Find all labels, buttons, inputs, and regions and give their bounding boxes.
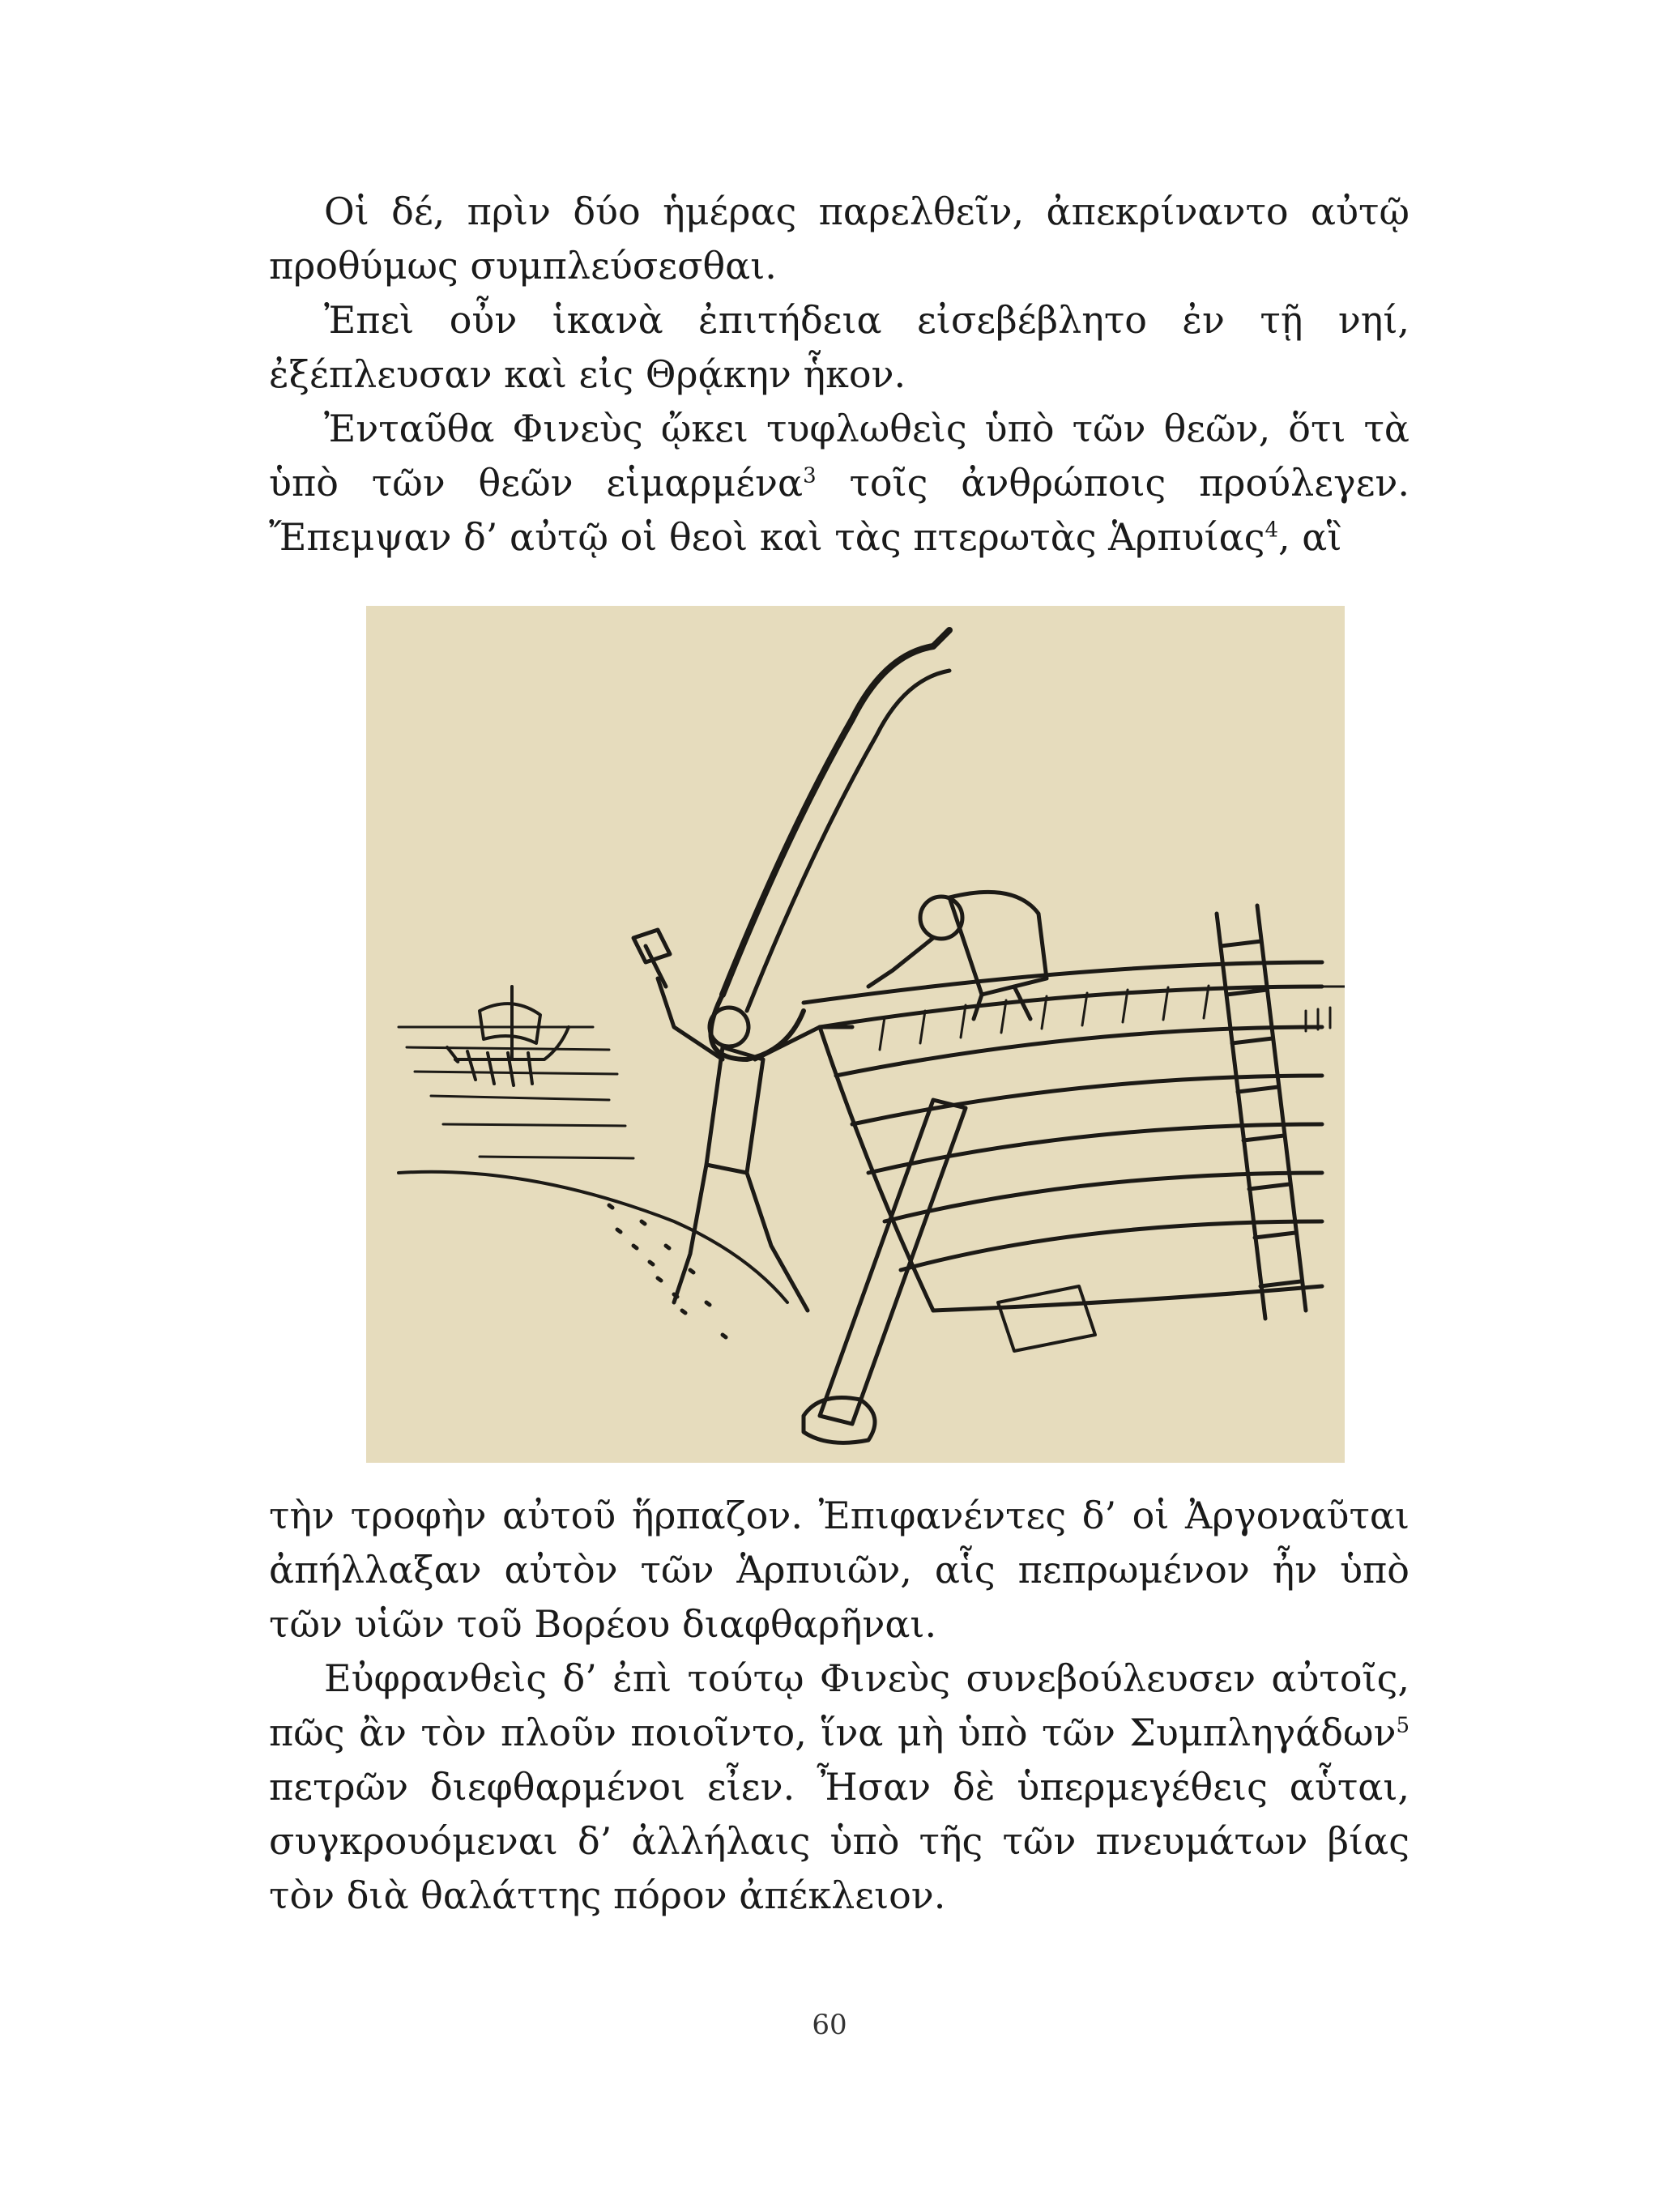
paragraph — [269, 1652, 1410, 1923]
wedge-block — [998, 1286, 1095, 1351]
paragraph-text: Ἐπεὶ οὖν ἱκανὰ ἐπιτήδεια εἰσεβέβλητο ἐν τῇ νηί, ἐξέπλευσαν καὶ εἰς Θρᾴκην ἧκον. — [269, 298, 1410, 396]
sea-lines — [399, 1027, 633, 1158]
shore-stipple — [609, 1205, 726, 1337]
text-block-top — [269, 185, 1410, 565]
paragraph-text: πετρῶν διεφθαρμένοι εἶεν. Ἦσαν δὲ ὑπερμεγέθεις αὗται, συγκρουόμεναι δ’ ἀλλήλαις ὑπὸ τῆς τῶν πνευμάτων βίας τὸν διὰ θαλάττης πόρον ἀπέκλειον. — [269, 1765, 1410, 1917]
paragraph-text: Εὐφρανθεὶς δ’ ἐπὶ τούτῳ Φινεὺς συνεβούλευσεν αὐτοῖς, πῶς ἂν τὸν πλοῦν ποιοῖντο, ἵνα μὴ ὑπὸ τῶν Συμπληγάδων — [269, 1656, 1410, 1754]
worker-with-mallet — [633, 930, 852, 1311]
railing — [1306, 987, 1345, 1031]
distant-ship — [447, 987, 569, 1085]
footnote-marker: 5 — [1396, 1713, 1410, 1738]
text-block-bottom — [269, 1489, 1410, 1923]
hull-planks — [880, 986, 1209, 1050]
paragraph — [269, 402, 1410, 565]
page-number: 60 — [812, 2009, 847, 2041]
worker-on-hull — [868, 892, 1047, 1019]
illustration-shipbuilding — [366, 606, 1345, 1463]
footnote-marker: 4 — [1265, 518, 1279, 543]
shore-line — [399, 1172, 787, 1302]
paragraph-text: Ἐνταῦθα Φινεὺς ᾤκει τυφλωθεὶς ὑπὸ τῶν θεῶν, ὅτι τὰ ὑπὸ τῶν θεῶν εἱμαρμένα — [269, 407, 1410, 505]
footnote-marker: 3 — [803, 463, 817, 488]
paragraph-text: Οἱ δέ, πρὶν δύο ἡμέρας παρελθεῖν, ἀπεκρίναντο αὐτῷ προθύμως συμπλεύσεσθαι. — [269, 190, 1410, 288]
paragraph — [269, 1489, 1410, 1652]
paragraph-text: τοῖς ἀνθρώποις προύλεγεν. Ἔπεμψαν δ’ αὐτῷ οἱ θεοὶ καὶ τὰς πτερωτὰς Ἁρπυίας — [269, 461, 1410, 559]
ladder — [1217, 906, 1306, 1319]
paragraph-text: τὴν τροφὴν αὐτοῦ ἥρπαζον. Ἐπιφανέντες δ’ οἱ Ἀργοναῦται ἀπήλλαξαν αὐτὸν τῶν Ἁρπυιῶν, αἷς πεπρωμένον ἦν ὑπὸ τῶν υἱῶν τοῦ Βορέου διαφθαρῆναι. — [269, 1494, 1410, 1646]
paragraph — [269, 293, 1410, 402]
paragraph — [269, 185, 1410, 293]
paragraph-text: , αἳ — [1278, 515, 1342, 559]
support-beam — [820, 1100, 966, 1424]
shipbuilding-drawing — [366, 606, 1345, 1463]
